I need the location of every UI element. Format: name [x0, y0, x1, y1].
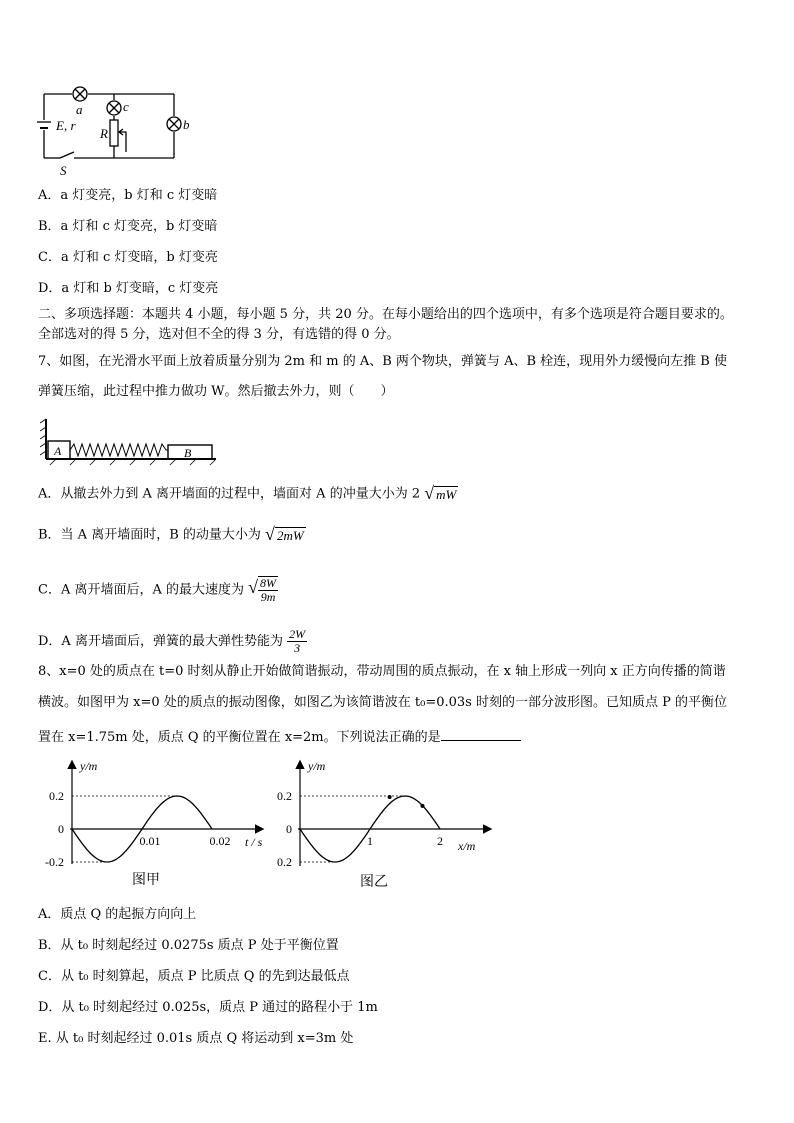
label-s: S — [60, 163, 67, 178]
y-tick-label: 0.2 — [277, 789, 292, 803]
q8-option-d: D．从 t₀ 时刻起经过 0.025s，质点 P 通过的路程小于 1m — [38, 1000, 378, 1015]
y-tick-label: 0.2 — [277, 855, 292, 869]
point-P — [421, 804, 425, 808]
frac-num-8W: 8W — [260, 576, 277, 590]
q7-option-a — [38, 484, 458, 504]
label-a: a — [76, 102, 83, 117]
label-emf: E, r — [56, 118, 76, 133]
chart-title: 图甲 — [132, 873, 160, 888]
q7-option-b — [38, 525, 306, 545]
q8-stem-line3 — [38, 726, 521, 747]
x-tick-label: 0.02 — [209, 834, 231, 848]
xlabel: x/m — [458, 839, 476, 853]
label-r: R — [100, 126, 108, 141]
block-a-label: A — [54, 444, 62, 458]
q6-option-c: C．a 灯和 c 灯变暗，b 灯变亮 — [38, 250, 218, 265]
q8-stem-line2: 横波。如图甲为 x=0 处的质点的振动图像，如图乙为该简谐波在 t₀=0.03s 时刻的一部分波形图。已知质点 P 的平衡位 — [38, 695, 727, 710]
y-tick-label: -0.2 — [45, 855, 64, 869]
q7-option-d — [38, 628, 307, 655]
frac-den-3: 3 — [294, 641, 301, 655]
xlabel: t / s — [245, 835, 263, 849]
q7-option-d-text: D．A 离开墙面后，弹簧的最大弹性势能为 — [38, 634, 283, 649]
label-c: c — [123, 99, 129, 114]
sqrt-2mW-body: 2mW — [276, 528, 304, 543]
wave-graph-yi — [268, 756, 508, 896]
y-tick-label: 0 — [286, 822, 292, 836]
q7-option-b-text: B．当 A 离开墙面时，B 的动量大小为 — [38, 527, 261, 543]
section2-line1: 二、多项选择题：本题共 4 小题，每小题 5 分，共 20 分。在每小题给出的四个选项中，有多个选项是符合题目要求的。 — [38, 307, 733, 322]
circuit-diagram — [34, 80, 204, 180]
x-tick-label: 2 — [437, 834, 443, 848]
label-b: b — [183, 117, 190, 132]
q6-option-a: A．a 灯变亮，b 灯和 c 灯变暗 — [38, 188, 218, 203]
q8-option-e: E. 从 t₀ 时刻起经过 0.01s 质点 Q 将运动到 x=3m 处 — [38, 1031, 354, 1046]
q8-option-c: C．从 t₀ 时刻算起，质点 P 比质点 Q 的先到达最低点 — [38, 969, 350, 984]
q7-option-a-text: A．从撤去外力到 A 离开墙面的过程中，墙面对 A 的冲量大小为 2 — [38, 486, 421, 502]
sqrt-mW: √ mW — [424, 483, 457, 503]
spring-block-diagram — [40, 415, 220, 467]
q8-stem-line3-text: 置在 x=1.75m 处，质点 Q 的平衡位置在 x=2m。下列说法正确的是 — [38, 730, 441, 745]
q7-option-c-text: C．A 离开墙面后，A 的最大速度为 — [38, 582, 244, 598]
answer-blank — [441, 726, 521, 741]
q8-stem-line1: 8、x=0 处的质点在 t=0 时刻从静止开始做简谐振动，带动周围的质点振动，在 x 轴上形成一列向 x 正方向传播的简谐 — [38, 664, 726, 679]
point-marker — [388, 795, 392, 799]
sqrt-mW-body: mW — [436, 487, 457, 502]
q8-option-b: B．从 t₀ 时刻起经过 0.0275s 质点 P 处于平衡位置 — [38, 938, 339, 953]
y-tick-label: 0 — [58, 822, 64, 836]
y-tick-label: 0.2 — [49, 789, 64, 803]
ylabel: y/m — [80, 759, 98, 773]
x-tick-label: 0.01 — [139, 834, 161, 848]
frac-num-2W: 2W — [289, 627, 306, 641]
chart-title: 图乙 — [360, 875, 388, 890]
q6-option-b: B．a 灯和 c 灯变亮，b 灯变暗 — [38, 219, 218, 234]
q6-option-d: D．a 灯和 b 灯变暗，c 灯变亮 — [38, 281, 219, 296]
vibration-graph-jia — [30, 756, 280, 896]
sqrt-frac-8W-9m: √ $\frac{8W}{9m}$ — [248, 576, 277, 604]
q7-stem-line2: 弹簧压缩，此过程中推力做功 W。然后撤去外力，则（ ） — [38, 384, 394, 399]
q8-option-a: A．质点 Q 的起振方向向上 — [38, 907, 197, 922]
frac-den-9m: 9m — [260, 590, 276, 604]
block-b-label: B — [184, 446, 192, 460]
section2-line2: 全部选对的得 5 分，选对但不全的得 3 分，有选错的得 0 分。 — [38, 327, 400, 342]
x-tick-label: 1 — [367, 834, 373, 848]
sqrt-2mW: √ 2mW — [265, 524, 304, 544]
q7-option-c — [38, 576, 278, 604]
ylabel: y/m — [308, 759, 326, 773]
q7-stem-line1: 7、如图，在光滑水平面上放着质量分别为 2m 和 m 的 A、B 两个物块，弹簧与 A、B 栓连，现用外力缓慢向左推 B 使 — [38, 354, 727, 369]
